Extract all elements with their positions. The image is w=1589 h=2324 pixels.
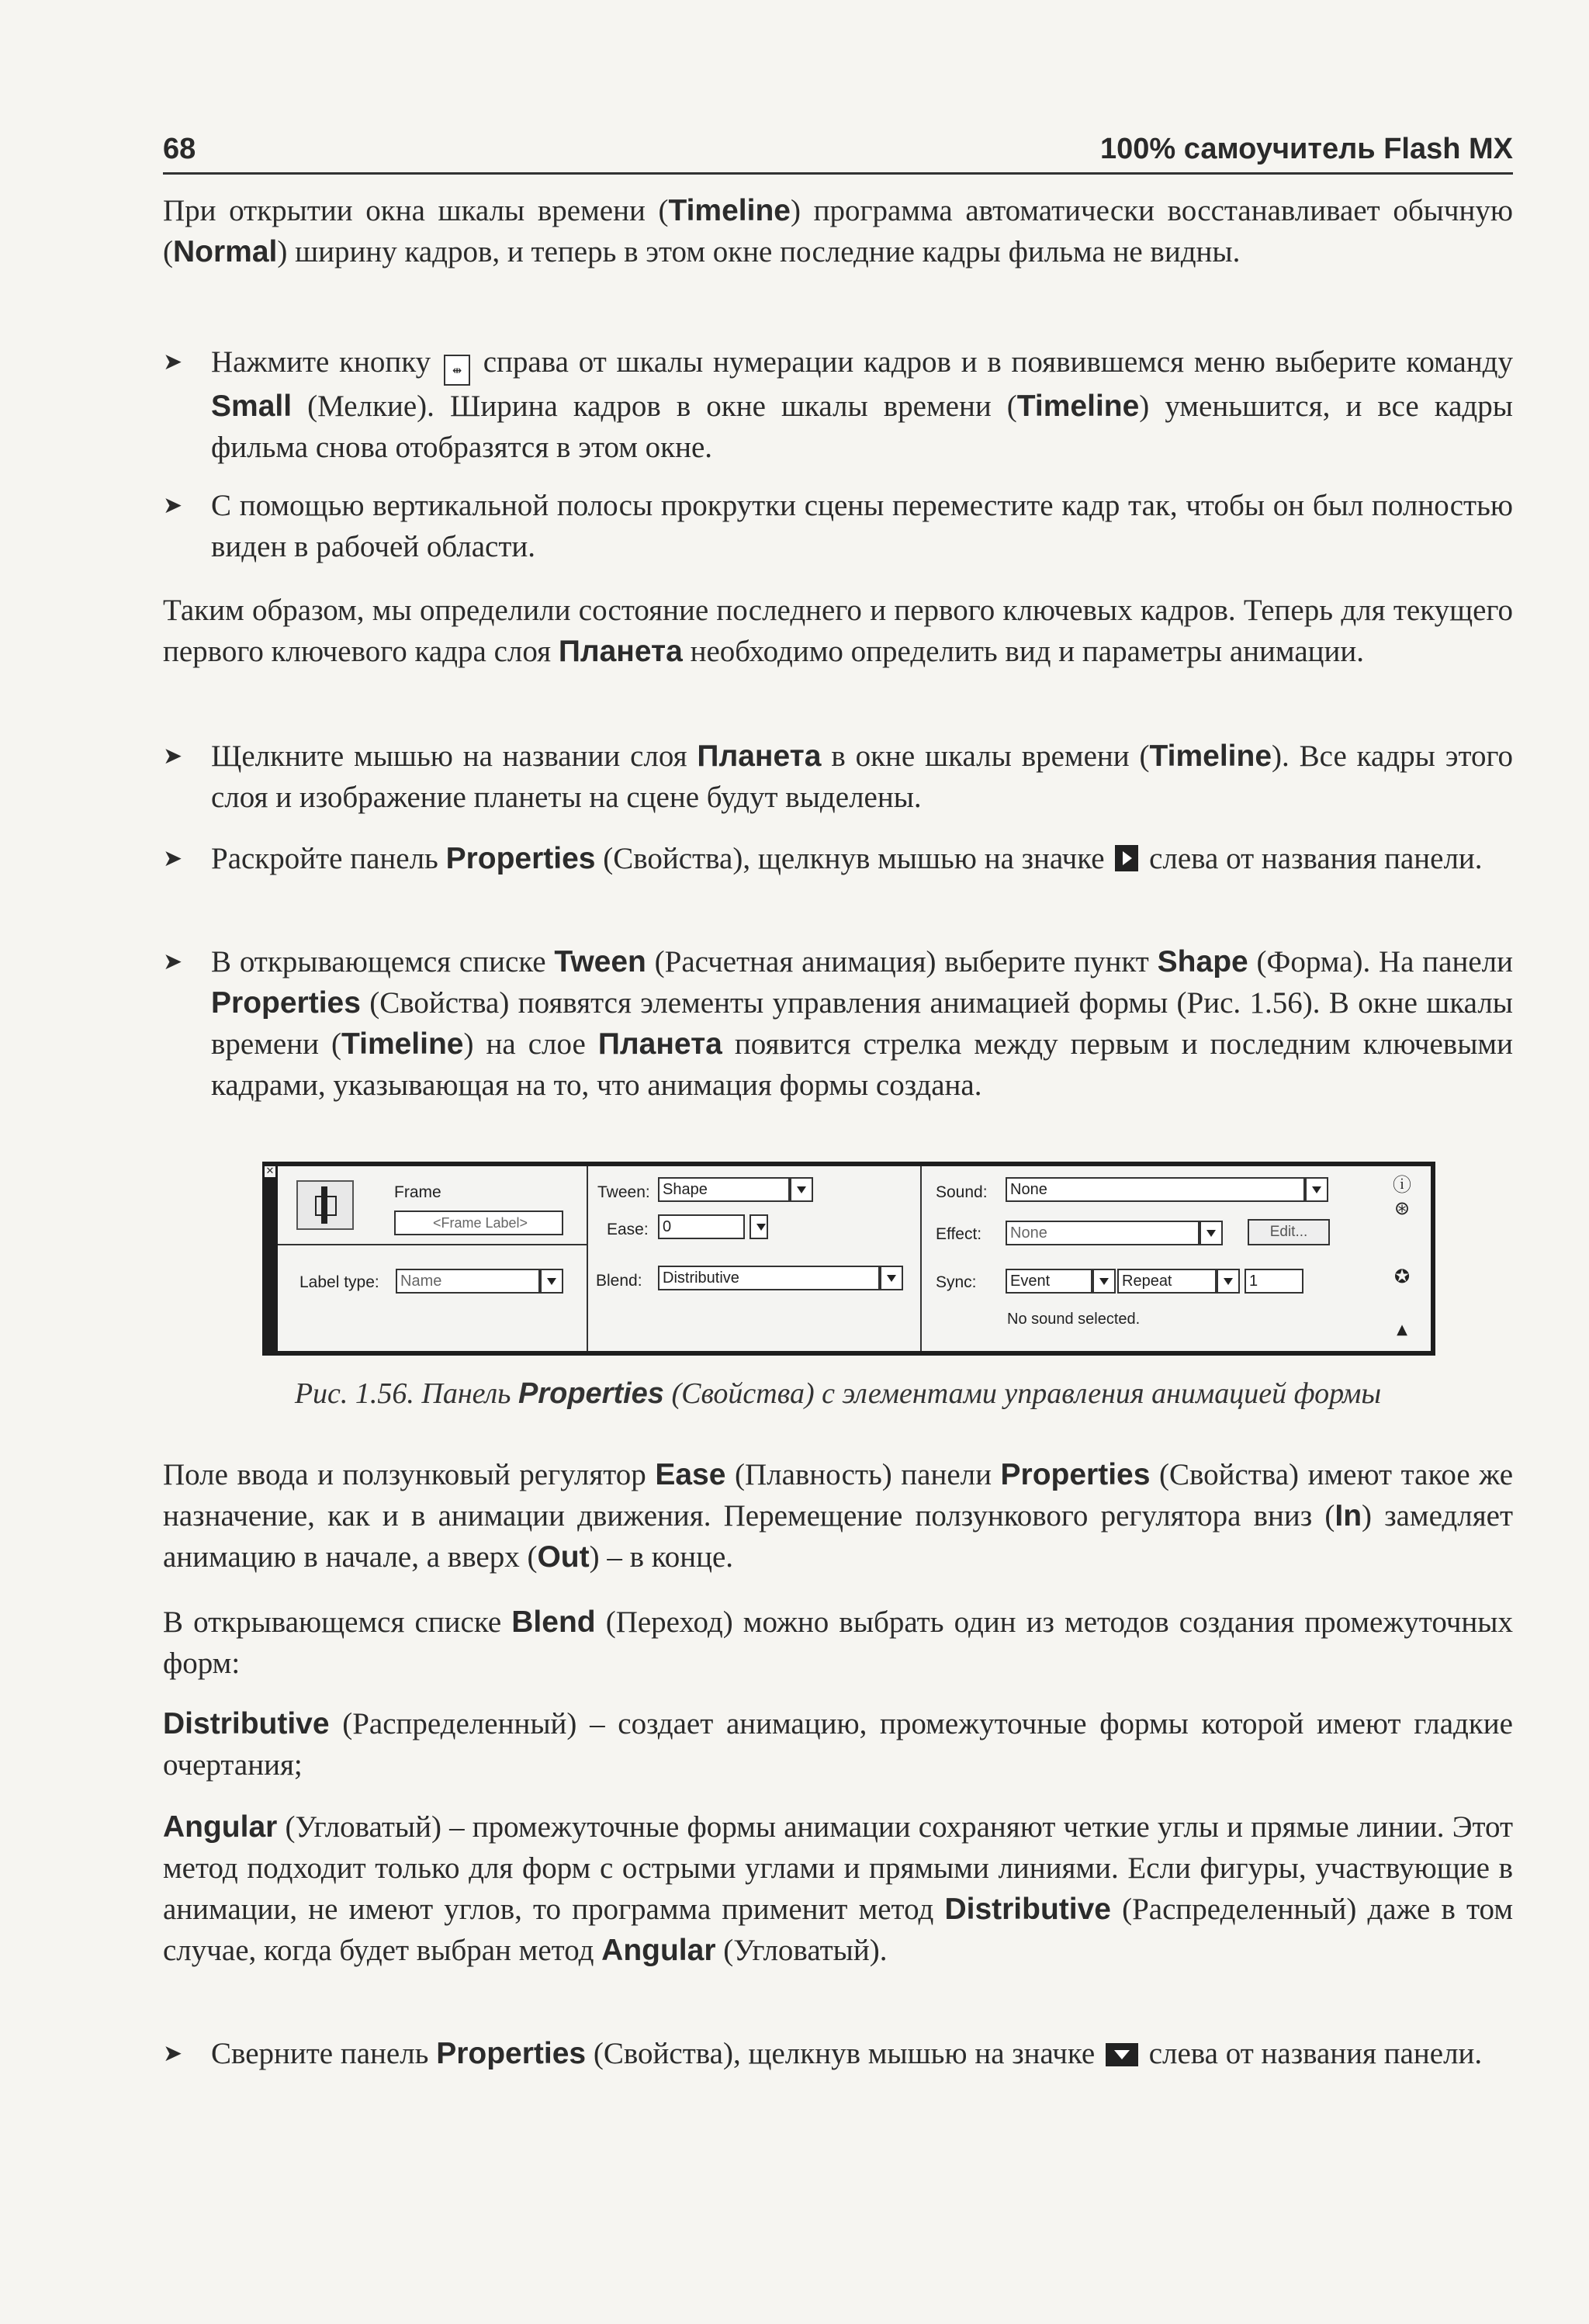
collapse-arrow-icon[interactable]: ▲ bbox=[1397, 1321, 1407, 1338]
tween-select[interactable]: Shape bbox=[658, 1177, 790, 1202]
expand-triangle-icon bbox=[1115, 845, 1138, 871]
bullet-select-layer: ➤ Щелкните мышью на названии слоя Планета в окне шкалы времени (Timeline). Все кадры этого слоя и изображение планеты на сцене будут выделены. bbox=[163, 736, 1513, 818]
paragraph-angular: Angular (Угловатый) – промежуточные формы анимации сохраняют четкие углы и прямые линии. Этот метод подходит только для форм с острыми углами и прямыми линиями. Если фигуры, участвующие в анимации, не имеют углов, то программа применит метод Distributive (Распределенный) даже в том случае, когда будет выбран метод Angular (Угловатый). bbox=[163, 1810, 1513, 1967]
bullet-collapse-properties: ➤ Сверните панель Properties (Свойства), щелкнув мышью на значке слева от названия панели. bbox=[163, 2033, 1513, 2074]
sound-status-text: No sound selected. bbox=[1007, 1311, 1141, 1328]
paragraph-ease: Поле ввода и ползунковый регулятор Ease (Плавность) панели Properties (Свойства) имеют такое же назначение, как и в анимации движения. Перемещение ползункового регулятора вниз (In) замедляет анимацию в начале, а вверх (Out) – в конце. bbox=[163, 1458, 1513, 1574]
sync-label: Sync: bbox=[936, 1273, 977, 1291]
paragraph-distributive: Distributive (Распределенный) – создает анимацию, промежуточные формы которой имеют гладкие очертания; bbox=[163, 1707, 1513, 1782]
ease-label: Ease: bbox=[607, 1221, 649, 1238]
page-header bbox=[163, 124, 1513, 175]
bullet-arrow-icon: ➤ bbox=[163, 948, 183, 975]
repeat-count-input[interactable]: 1 bbox=[1245, 1269, 1303, 1294]
sound-dropdown-arrow-icon[interactable] bbox=[1305, 1177, 1328, 1202]
paragraph-timeline-restore: При открытии окна шкалы времени (Timeline) программа автоматически восстанавливает обычную (Normal) ширину кадров, и теперь в этом окне последние кадры фильма не видны. bbox=[163, 194, 1514, 268]
repeat-select[interactable]: Repeat bbox=[1117, 1269, 1217, 1294]
figure-caption: Рис. 1.56. Панель Properties (Свойства) с элементами управления анимацией формы bbox=[294, 1377, 1382, 1410]
frame-icon bbox=[296, 1180, 354, 1230]
ease-input[interactable]: 0 bbox=[658, 1214, 745, 1239]
help-icon[interactable]: ⓘ bbox=[1393, 1174, 1411, 1196]
blend-select[interactable]: Distributive bbox=[658, 1266, 880, 1290]
ease-slider-arrow-icon[interactable] bbox=[749, 1214, 768, 1239]
effect-label: Effect: bbox=[936, 1225, 982, 1243]
bullet-arrow-icon: ➤ bbox=[163, 2040, 183, 2067]
tween-label: Tween: bbox=[597, 1183, 650, 1201]
effect-dropdown-arrow-icon[interactable] bbox=[1200, 1221, 1223, 1245]
code-hint-icon[interactable]: ⊛ bbox=[1393, 1197, 1411, 1219]
page-number: 68 bbox=[163, 133, 196, 165]
frame-view-button-icon: ⇹ bbox=[444, 355, 470, 386]
frame-label: Frame bbox=[394, 1183, 441, 1201]
edit-sound-button[interactable]: Edit... bbox=[1248, 1219, 1330, 1245]
properties-panel bbox=[278, 1166, 1431, 1351]
blend-dropdown-arrow-icon[interactable] bbox=[880, 1266, 903, 1290]
paragraph-keyframes-state: Таким образом, мы определили состояние последнего и первого ключевых кадров. Теперь для текущего первого ключевого кадра слоя Планета необходимо определить вид и параметры анимации. bbox=[163, 594, 1513, 668]
bullet-scroll-scene: ➤ С помощью вертикальной полосы прокрутки сцены переместите кадр так, чтобы он был полностью виден в рабочей области. bbox=[163, 485, 1513, 567]
bullet-tween-shape: ➤ В открывающемся списке Tween (Расчетная анимация) выберите пункт Shape (Форма). На панели Properties (Свойства) появятся элементы управления анимацией формы (Рис. 1.56). В окне шкалы времени (Timeline) на слое Планета появится стрелка между первым и последним ключевыми кадрами, указывающая на то, что анимация формы создана. bbox=[163, 941, 1513, 1106]
effect-select[interactable]: None bbox=[1006, 1221, 1200, 1245]
paragraph-blend: В открывающемся списке Blend (Переход) можно выбрать один из методов создания промежуточных форм: bbox=[163, 1605, 1513, 1680]
sync-select[interactable]: Event bbox=[1006, 1269, 1092, 1294]
sync-dropdown-arrow-icon[interactable] bbox=[1092, 1269, 1116, 1294]
bullet-open-properties: ➤ Раскройте панель Properties (Свойства), щелкнув мышью на значке слева от названия панели. bbox=[163, 838, 1513, 879]
book-title: 100% самоучитель Flash MX bbox=[1100, 133, 1513, 165]
bullet-small-frames: ➤ Нажмите кнопку ⇹ справа от шкалы нумерации кадров и в появившемся меню выберите команду Small (Мелкие). Ширина кадров в окне шкалы времени (Timeline) уменьшится, и все кадры фильма снова отобразятся в этом окне. bbox=[163, 341, 1513, 468]
bullet-arrow-icon: ➤ bbox=[163, 348, 183, 376]
label-type-label: Label type: bbox=[299, 1273, 379, 1291]
collapse-triangle-icon bbox=[1106, 2043, 1138, 2066]
bullet-arrow-icon: ➤ bbox=[163, 492, 183, 519]
tween-dropdown-arrow-icon[interactable] bbox=[790, 1177, 813, 1202]
sound-label: Sound: bbox=[936, 1183, 988, 1201]
panel-close-icon[interactable]: ✕ bbox=[265, 1165, 275, 1177]
frame-label-input[interactable]: <Frame Label> bbox=[394, 1210, 563, 1235]
accessibility-icon[interactable]: ✪ bbox=[1393, 1266, 1411, 1287]
bullet-arrow-icon: ➤ bbox=[163, 743, 183, 770]
blend-label: Blend: bbox=[596, 1272, 642, 1290]
sound-select[interactable]: None bbox=[1006, 1177, 1305, 1202]
label-type-dropdown-arrow-icon[interactable] bbox=[540, 1269, 563, 1294]
label-type-select[interactable]: Name bbox=[396, 1269, 540, 1294]
properties-panel-figure bbox=[262, 1162, 1435, 1356]
repeat-dropdown-arrow-icon[interactable] bbox=[1217, 1269, 1240, 1294]
bullet-arrow-icon: ➤ bbox=[163, 845, 183, 872]
